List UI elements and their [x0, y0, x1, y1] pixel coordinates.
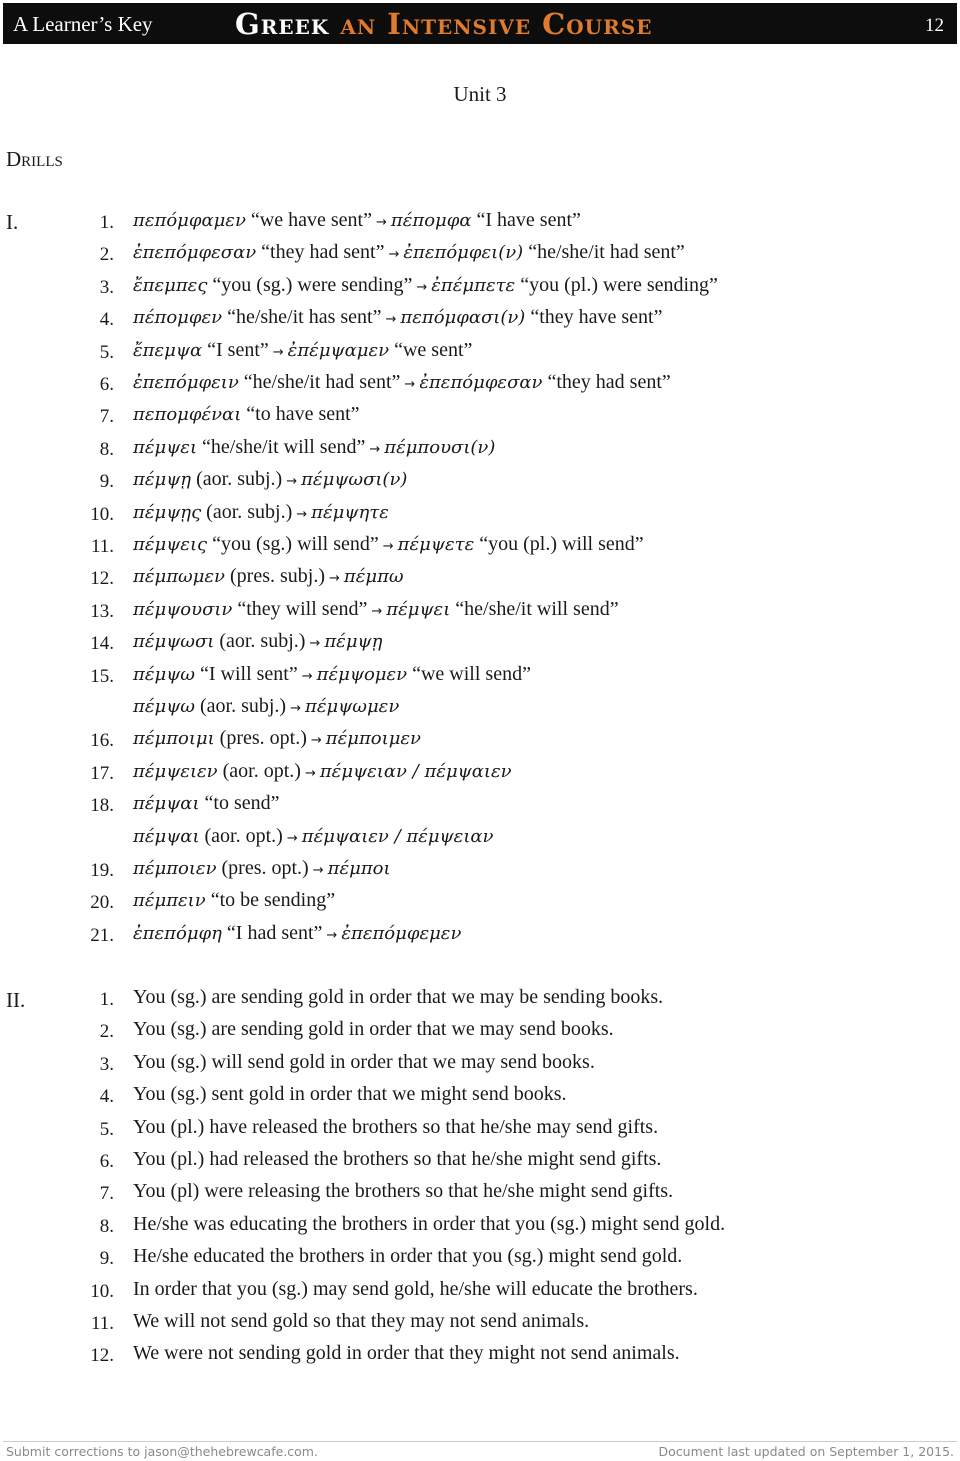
header-title-greek: Greek: [235, 7, 330, 41]
arrow-icon: →: [290, 701, 301, 716]
arrow-icon: →: [385, 312, 397, 328]
item-text: [133, 695, 399, 718]
greek-form: πέμποι: [327, 858, 391, 879]
gloss-text: “you (pl.) will send”: [474, 533, 644, 555]
greek-form: πέμψετε: [397, 534, 475, 555]
greek-form: πέμπουσι(ν): [384, 436, 496, 458]
section-2-label: II.: [6, 988, 26, 1012]
item-number: 3.: [99, 1053, 114, 1075]
item-number: 12.: [90, 1345, 114, 1367]
item-number: 18.: [90, 795, 114, 817]
greek-form: πεπόμφαμεν: [133, 210, 246, 231]
item-number: 1.: [99, 989, 114, 1010]
item-text: [133, 630, 382, 653]
item-text: [133, 241, 685, 264]
greek-form: πέμψειαν / πέμψαιεν: [319, 760, 512, 782]
greek-form: πέμψῃς: [133, 501, 202, 523]
item-text: [133, 339, 472, 362]
greek-form: πέπομφεν: [133, 307, 223, 329]
gloss-text: (aor. subj.): [201, 500, 293, 523]
item-number: 12.: [90, 568, 114, 590]
item-text: [133, 533, 644, 556]
gloss-text: “he/she/it has sent”: [222, 306, 382, 329]
item-number: 17.: [90, 762, 114, 784]
gloss-text: “to have sent”: [241, 403, 360, 426]
gloss-text: “they had sent”: [256, 241, 385, 264]
greek-form: πέμψεις: [133, 534, 208, 555]
section-1-label: I.: [6, 210, 19, 234]
item-text: [133, 857, 391, 880]
item-number: 9.: [99, 471, 114, 493]
greek-form: πέμψωμεν: [304, 696, 400, 717]
section-heading: Drills: [6, 147, 63, 171]
footer-updated: Document last updated on September 1, 2015.: [658, 1444, 954, 1459]
item-text: You (sg.) are sending gold in order that we may send books.: [133, 1018, 614, 1041]
greek-form: πέμπειν: [133, 890, 206, 912]
gloss-text: (pres. opt.): [214, 727, 307, 750]
item-text: [133, 468, 407, 491]
item-text: You (sg.) are sending gold in order that we may be sending books.: [133, 986, 664, 1008]
item-text: [133, 306, 663, 329]
item-text: You (pl.) had released the brothers so that he/she might send gifts.: [133, 1148, 662, 1170]
gloss-text: (pres. subj.): [225, 565, 325, 588]
greek-form: πεπομφέναι: [133, 404, 242, 426]
item-text: [133, 889, 335, 912]
footer-divider: [3, 1441, 957, 1442]
item-number: 4.: [99, 309, 114, 331]
item-number: 3.: [99, 276, 114, 298]
arrow-icon: →: [296, 506, 308, 522]
unit-title: Unit 3: [453, 82, 507, 106]
item-number: 7.: [99, 1183, 114, 1205]
item-number: 20.: [90, 892, 114, 914]
gloss-text: “to send”: [199, 792, 280, 815]
greek-form: ἐπεπόμφει(ν): [403, 242, 524, 264]
gloss-text: (aor. subj.): [191, 468, 283, 491]
item-text: You (pl.) have released the brothers so that he/she may send gifts.: [133, 1115, 659, 1138]
greek-form: πέμποιμεν: [325, 728, 421, 750]
item-text: [133, 598, 619, 621]
item-text: [133, 371, 671, 394]
greek-form: πέμψειεν: [133, 760, 218, 782]
item-text: He/she educated the brothers in order that you (sg.) might send gold.: [133, 1245, 683, 1268]
greek-form: πέμψω: [133, 696, 195, 717]
greek-form: πέμπωμεν: [133, 566, 225, 588]
item-number: 2.: [99, 244, 114, 266]
item-number: 13.: [90, 600, 114, 622]
header-title: [235, 7, 652, 41]
gloss-text: “they had sent”: [542, 371, 671, 393]
greek-form: πέμψομεν: [316, 663, 408, 685]
arrow-icon: →: [416, 279, 428, 295]
gloss-text: “to be sending”: [205, 889, 336, 912]
footer-corrections: Submit corrections to jason@thehebrewcafe.com.: [6, 1444, 318, 1459]
arrow-icon: →: [328, 571, 340, 587]
item-number: 6.: [99, 374, 114, 395]
item-text: [133, 209, 581, 232]
gloss-text: “I have sent”: [471, 209, 581, 231]
item-number: 7.: [99, 406, 114, 428]
item-text: [133, 565, 404, 588]
item-number: 10.: [90, 503, 114, 525]
item-number: 14.: [90, 633, 114, 655]
item-number: 8.: [99, 438, 114, 460]
arrow-icon: →: [375, 215, 387, 230]
arrow-icon: →: [369, 441, 381, 457]
item-text: [133, 922, 461, 945]
item-text: You (pl) were releasing the brothers so that he/she might send gifts.: [133, 1180, 674, 1203]
greek-form: πέμψαι: [133, 793, 200, 815]
greek-form: πέμψαι: [133, 825, 200, 847]
item-text: [133, 727, 421, 750]
header-title-subtitle: an Intensive Course: [340, 7, 653, 41]
gloss-text: “they have sent”: [525, 306, 663, 329]
item-text: [133, 403, 360, 426]
arrow-icon: →: [382, 539, 394, 554]
gloss-text: “we sent”: [389, 338, 473, 361]
item-number: 2.: [99, 1021, 114, 1043]
item-text: [133, 501, 389, 524]
item-text: We were not sending gold in order that they might not send animals.: [133, 1342, 680, 1365]
arrow-icon: →: [371, 603, 383, 619]
gloss-text: “they will send”: [232, 597, 368, 620]
greek-form: ἐπέμψαμεν: [287, 339, 390, 361]
arrow-icon: →: [326, 927, 338, 943]
item-number: 11.: [90, 1313, 114, 1334]
gloss-text: “he/she/it had sent”: [238, 371, 401, 393]
greek-form: ἐπεπόμφη: [133, 922, 222, 944]
page-header: [3, 3, 957, 44]
arrow-icon: →: [301, 668, 313, 684]
item-text: [133, 663, 531, 686]
gloss-text: “I will sent”: [194, 662, 298, 685]
greek-form: πέμψαιεν / πέμψειαν: [301, 825, 494, 847]
arrow-icon: →: [404, 377, 416, 392]
gloss-text: “he/she/it had sent”: [523, 241, 685, 264]
item-number: 21.: [90, 924, 114, 946]
greek-form: πέμψῃ: [133, 469, 192, 491]
arrow-icon: →: [312, 863, 324, 878]
gloss-text: “he/she/it will send”: [197, 435, 366, 458]
header-book-label: A Learner’s Key: [13, 12, 153, 36]
item-number: 8.: [99, 1215, 114, 1237]
gloss-text: “I sent”: [202, 338, 269, 361]
greek-form: πέμποιμι: [133, 728, 215, 750]
gloss-text: (aor. opt.): [199, 824, 283, 847]
item-text: In order that you (sg.) may send gold, he/she will educate the brothers.: [133, 1277, 698, 1300]
greek-form: ἔπεμπες: [133, 274, 208, 296]
greek-form: ἐπέμπετε: [431, 274, 516, 296]
gloss-text: “you (sg.) were sending”: [207, 273, 413, 296]
item-number: 1.: [99, 212, 114, 233]
item-text: [133, 274, 718, 297]
greek-form: πεπόμφασι(ν): [400, 307, 526, 329]
gloss-text: “we have sent”: [245, 209, 372, 231]
item-number: 11.: [90, 536, 114, 557]
gloss-text: “he/she/it will send”: [450, 597, 619, 620]
item-number: 4.: [99, 1086, 114, 1108]
item-text: You (sg.) sent gold in order that we might send books.: [133, 1083, 567, 1106]
item-text: [133, 825, 493, 848]
item-number: 10.: [90, 1280, 114, 1302]
gloss-text: (aor. opt.): [217, 759, 301, 782]
item-text: You (sg.) will send gold in order that we may send books.: [133, 1050, 595, 1073]
gloss-text: (aor. subj.): [214, 630, 306, 653]
greek-form: πέμψῃ: [324, 631, 383, 653]
greek-form: πέμψωσι: [133, 631, 215, 653]
item-number: 9.: [99, 1248, 114, 1270]
arrow-icon: →: [304, 765, 316, 781]
gloss-text: (aor. subj.): [194, 695, 287, 717]
item-number: 19.: [90, 860, 114, 881]
greek-form: πέμψωσι(ν): [301, 469, 408, 491]
item-number: 16.: [90, 730, 114, 752]
arrow-icon: →: [272, 344, 284, 360]
gloss-text: “you (sg.) will send”: [207, 533, 379, 555]
item-text: [133, 792, 280, 815]
item-text: He/she was educating the brothers in order that you (sg.) might send gold.: [133, 1212, 726, 1235]
greek-form: ἐπεπόμφεσαν: [133, 242, 257, 264]
greek-form: πέμπω: [343, 566, 404, 588]
gloss-text: “we will send”: [407, 662, 531, 685]
page-number: 12: [925, 15, 944, 36]
greek-form: πέμψητε: [311, 501, 389, 523]
item-number: 6.: [99, 1151, 114, 1172]
arrow-icon: →: [286, 830, 298, 846]
greek-form: πέμψει: [386, 598, 451, 620]
arrow-icon: →: [286, 474, 298, 490]
greek-form: πέπομφα: [390, 210, 472, 231]
item-text: We will not send gold so that they may not send animals.: [133, 1310, 590, 1332]
item-number: 5.: [99, 1118, 114, 1140]
greek-form: πέμψω: [133, 663, 195, 685]
greek-form: ἐπεπόμφεσαν: [419, 372, 543, 393]
arrow-icon: →: [310, 733, 322, 749]
item-text: [133, 436, 495, 459]
greek-form: ἔπεμψα: [133, 339, 203, 361]
gloss-text: (pres. opt.): [216, 857, 309, 879]
item-text: [133, 760, 512, 783]
item-number: 5.: [99, 341, 114, 363]
gloss-text: “you (pl.) were sending”: [515, 273, 718, 296]
gloss-text: “I had sent”: [221, 921, 323, 944]
greek-form: πέμποιεν: [133, 858, 217, 879]
greek-form: πέμψουσιν: [133, 598, 233, 620]
greek-form: ἐπεπόμφειν: [133, 372, 239, 393]
item-number: 15.: [90, 665, 114, 687]
greek-form: πέμψει: [133, 436, 198, 458]
arrow-icon: →: [309, 636, 321, 652]
greek-form: ἐπεπόμφεμεν: [341, 922, 462, 944]
arrow-icon: →: [388, 247, 400, 263]
